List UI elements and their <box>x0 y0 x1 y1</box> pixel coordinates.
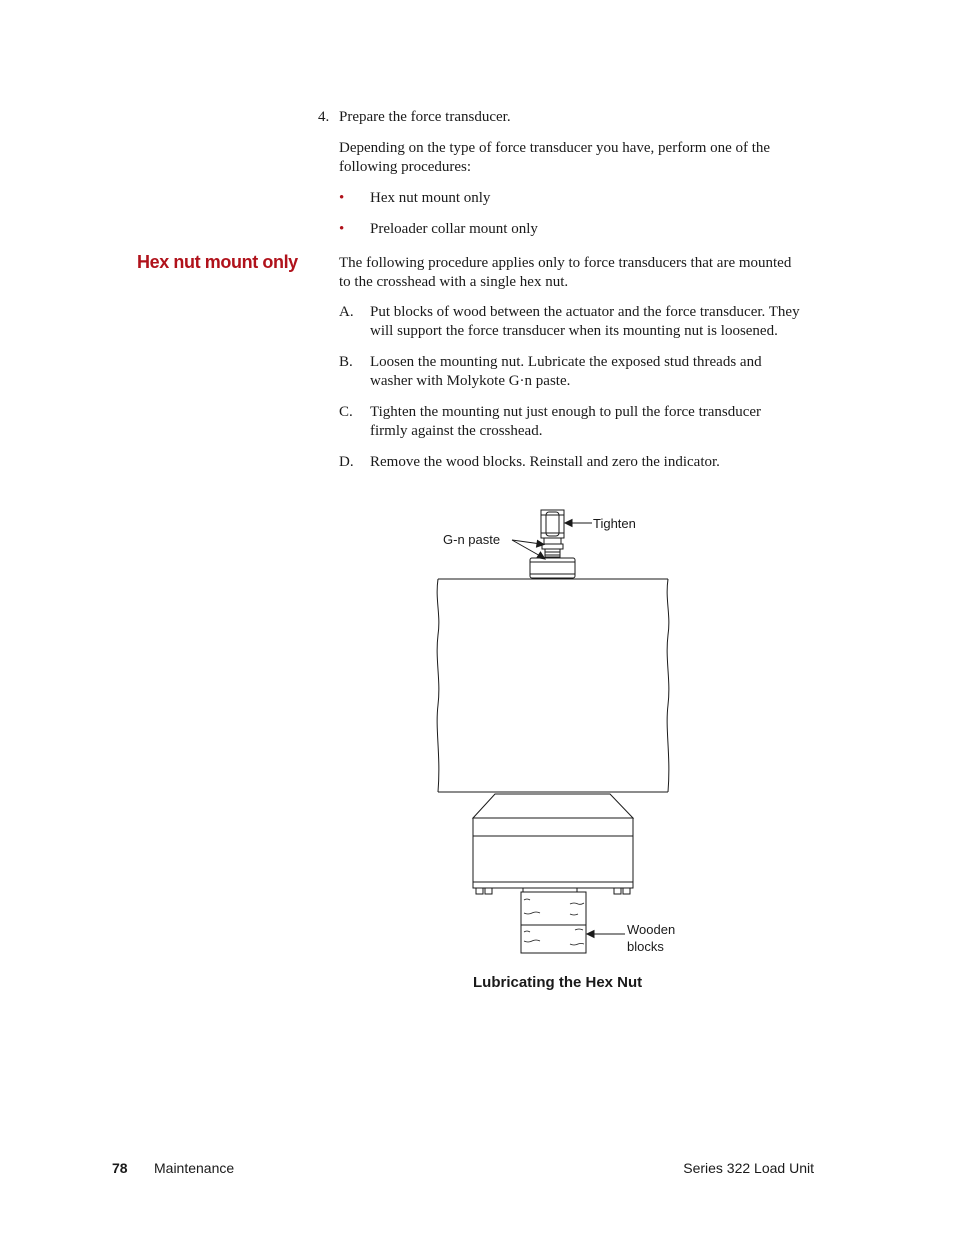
substep-line: Loosen the mounting nut. Lubricate the exposed stud threads and <box>370 354 762 370</box>
option-label: Preloader collar mount only <box>370 221 538 237</box>
substep-letter: C. <box>339 404 353 420</box>
paste-leader <box>512 540 545 559</box>
intro-line-2: following procedures: <box>339 159 472 175</box>
intro-paragraph <box>339 139 809 177</box>
substep-line: firmly against the crosshead. <box>370 423 543 439</box>
section-heading: Hex nut mount only <box>137 252 298 272</box>
substep-line: Put blocks of wood between the actuator and the force transducer. They <box>370 304 800 320</box>
callout-wood-line-1: Wooden <box>627 922 676 937</box>
substep-letter: B. <box>339 354 353 370</box>
callout-wood <box>627 921 675 955</box>
substep-text <box>370 353 815 391</box>
section-intro-line-2: to the crosshead with a single hex nut. <box>339 274 569 290</box>
callout-wood-line-2: blocks <box>627 939 664 954</box>
hex-nut-icon <box>541 510 564 557</box>
option-label: Hex nut mount only <box>370 190 491 206</box>
substep-line: will support the force transducer when its mounting nut is loosened. <box>370 323 778 339</box>
substep-line: Remove the wood blocks. Reinstall and zero the indicator. <box>370 454 720 470</box>
callout-tighten: Tighten <box>593 516 636 531</box>
hex-nut-figure <box>420 500 720 965</box>
substep-letter: A. <box>339 304 354 320</box>
substep-line: Tighten the mounting nut just enough to pull the force transducer <box>370 404 762 420</box>
footer-product: Series 322 Load Unit <box>683 1160 814 1176</box>
crosshead-icon <box>437 579 669 792</box>
footer-section: Maintenance <box>154 1160 235 1176</box>
actuator-icon <box>473 794 633 894</box>
transducer-icon <box>530 558 575 578</box>
tighten-leader <box>565 520 592 527</box>
substep-line: washer with Molykote G·n paste. <box>370 373 571 389</box>
substep-text <box>370 403 815 441</box>
substep-letter: D. <box>339 454 354 470</box>
figure-caption: Lubricating the Hex Nut <box>473 974 643 991</box>
wood-leader <box>587 931 625 938</box>
bullet-icon: • <box>339 190 345 206</box>
page-number: 78 <box>112 1160 128 1176</box>
step-number: 4. <box>318 109 330 125</box>
callout-paste: G-n paste <box>443 532 501 547</box>
bullet-icon: • <box>339 221 345 237</box>
substep-text <box>370 453 815 472</box>
intro-line-1: Depending on the type of force transducer you have, perform one of the <box>339 140 771 156</box>
section-intro-line-1: The following procedure applies only to force transducers that are mounted <box>339 255 792 271</box>
wooden-blocks-icon <box>521 892 586 953</box>
section-intro <box>339 254 814 292</box>
substep-text <box>370 303 815 341</box>
step-text: Prepare the force transducer. <box>339 109 511 125</box>
